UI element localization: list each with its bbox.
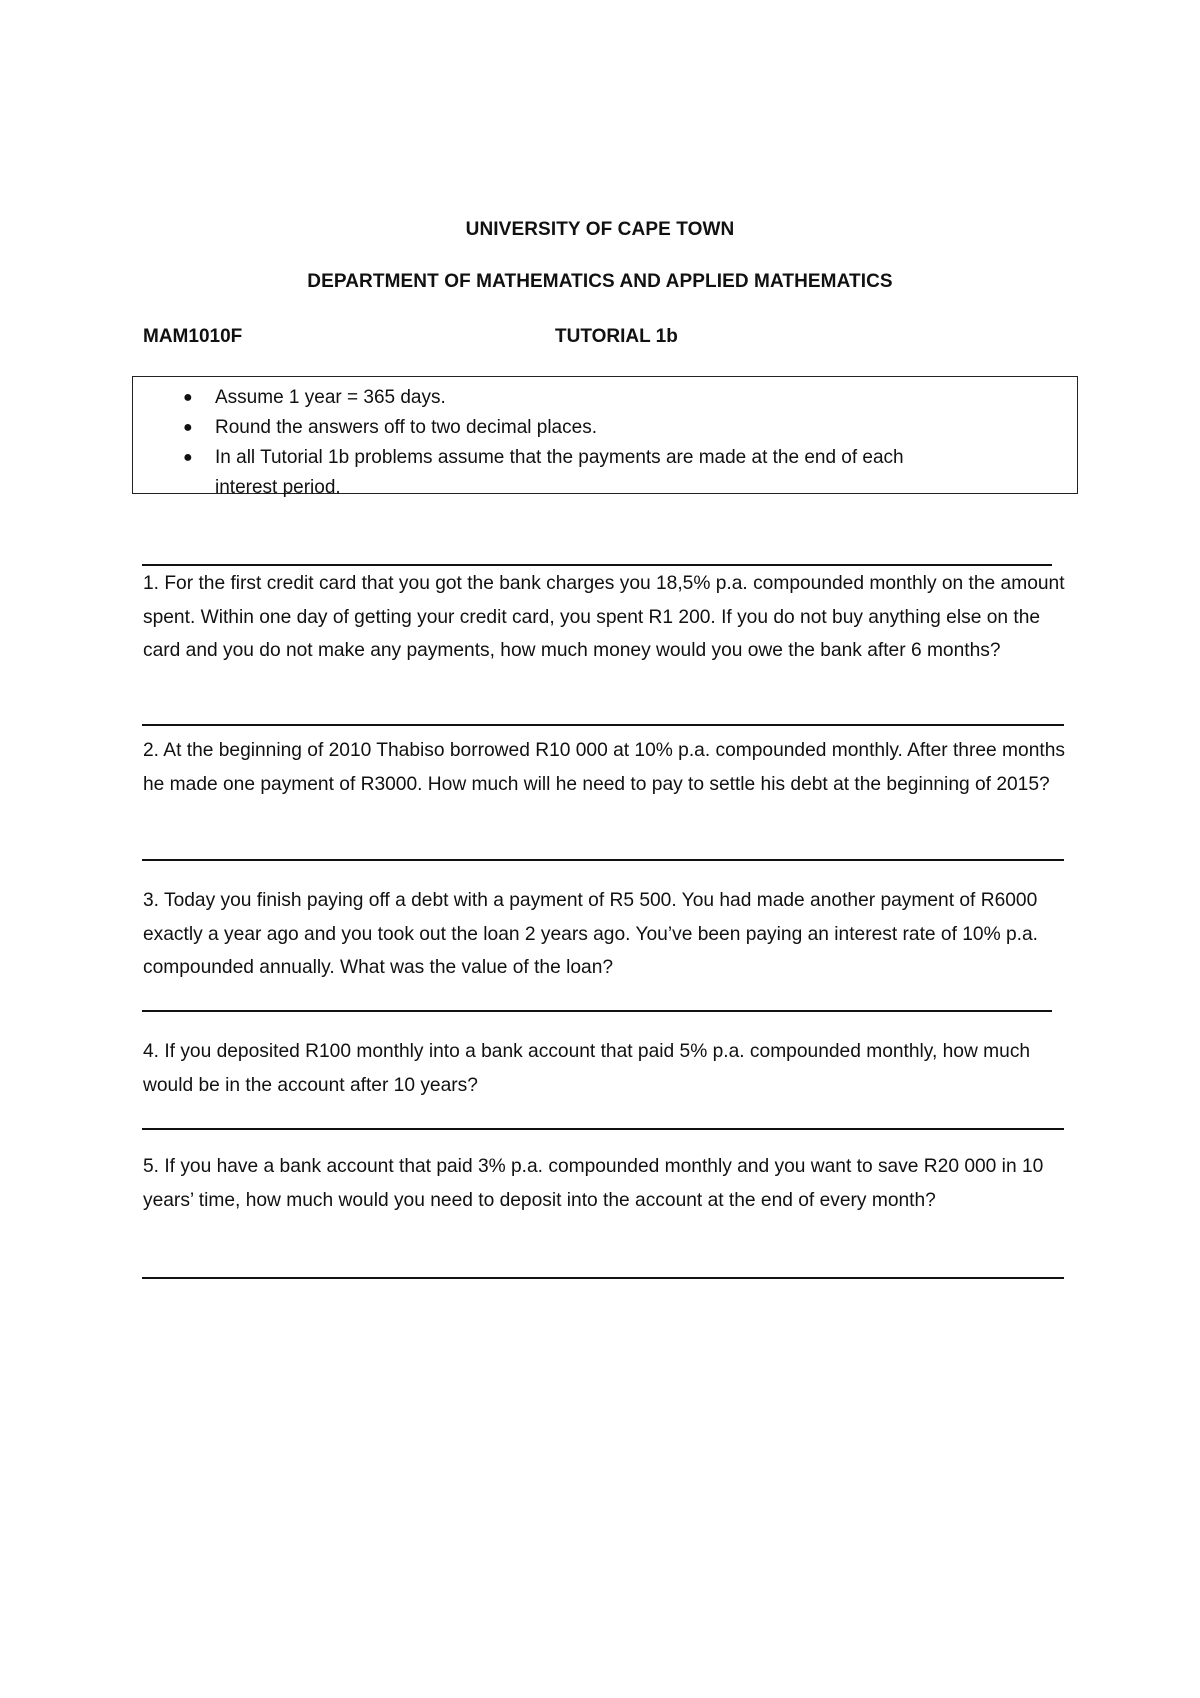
- instruction-item: [133, 413, 935, 443]
- instruction-item: [133, 443, 935, 503]
- bullet-icon: ●: [183, 449, 193, 466]
- tutorial-title: TUTORIAL 1b: [555, 326, 678, 347]
- instructions-box: [132, 376, 1078, 498]
- divider: [142, 724, 1064, 726]
- question-2: 2. At the beginning of 2010 Thabiso borrowed R10 000 at 10% p.a. compounded monthly. After three months he made one payment of R3000. How much will he need to pay to settle his debt at the beginning of 2015?: [143, 740, 1065, 795]
- instruction-text: In all Tutorial 1b problems assume that the payments are made at the end of each interest period.: [215, 447, 904, 498]
- bullet-icon: ●: [183, 389, 193, 406]
- question-5: 5. If you have a bank account that paid 3% p.a. compounded monthly and you want to save R20 000 in 10 years’ time, how much would you need to deposit into the account at the end of every month?: [143, 1156, 1044, 1211]
- divider: [142, 859, 1064, 861]
- divider: [142, 1277, 1064, 1279]
- question-4: 4. If you deposited R100 monthly into a bank account that paid 5% p.a. compounded monthly, how much would be in the account after 10 years?: [143, 1041, 1031, 1096]
- divider: [142, 1128, 1064, 1130]
- bullet-icon: ●: [183, 419, 193, 436]
- instruction-text: Round the answers off to two decimal places.: [215, 417, 597, 438]
- course-code: MAM1010F: [143, 326, 243, 347]
- question-1: 1. For the first credit card that you got the bank charges you 18,5% p.a. compounded monthly on the amount spent. Within one day of getting your credit card, you spent R1 200. If you do not buy anything else on the card and you do not make any payments, how much money would you owe the bank after 6 months?: [143, 573, 1065, 661]
- divider: [142, 1010, 1052, 1012]
- university-title: UNIVERSITY OF CAPE TOWN: [465, 219, 735, 240]
- question-3: 3. Today you finish paying off a debt with a payment of R5 500. You had made another payment of R6000 exactly a year ago and you took out the loan 2 years ago. You’ve been paying an interest rate of 10% p.a. compounded annually. What was the value of the loan?: [143, 890, 1038, 978]
- instruction-item: [133, 383, 935, 413]
- instructions-list: [133, 383, 1077, 503]
- instruction-text: Assume 1 year = 365 days.: [215, 387, 446, 408]
- divider: [142, 564, 1052, 566]
- department-title: DEPARTMENT OF MATHEMATICS AND APPLIED MATHEMATICS: [307, 271, 893, 292]
